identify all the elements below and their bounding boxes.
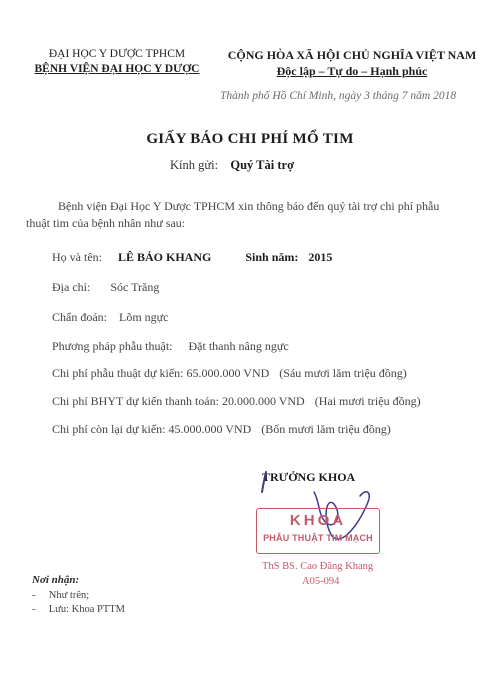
greeting-label: Kính gửi: xyxy=(170,158,219,172)
date-prefix: Thành phố Hồ Chí Minh, ngày xyxy=(220,90,362,102)
bullet-dash: - xyxy=(32,590,36,601)
diagnosis-row xyxy=(52,310,169,325)
date-month: 7 xyxy=(401,90,408,102)
issue-date xyxy=(220,90,456,102)
remaining-cost-words: (Bốn mươi lăm triệu đồng) xyxy=(261,422,391,436)
address-row xyxy=(52,280,159,295)
remaining-cost: Chi phí còn lại dự kiến: 45.000.000 VND xyxy=(52,422,252,436)
signer-name: ThS BS. Cao Đăng Khang xyxy=(262,561,374,572)
hospital-name: BỆNH VIỆN ĐẠI HỌC Y DƯỢC xyxy=(34,63,200,75)
recipient-text: Như trên; xyxy=(48,590,90,601)
surgery-cost-words: (Sáu mươi lăm triệu đồng) xyxy=(279,366,407,380)
method-label: Phương pháp phẫu thuật: xyxy=(52,339,173,353)
patient-name-row xyxy=(52,250,332,265)
signer-code: A05-094 xyxy=(302,576,340,587)
department-stamp xyxy=(256,508,380,554)
hospital-header xyxy=(22,47,212,77)
national-header xyxy=(218,47,486,79)
greeting-recipient: Quý Tài trợ xyxy=(230,158,295,172)
recipient-text: Lưu: Khoa PTTM xyxy=(48,604,126,615)
surgery-cost: Chi phí phẫu thuật dự kiến: 65.000.000 VND xyxy=(52,366,270,380)
recipient-item xyxy=(32,590,89,601)
recipient-item xyxy=(32,604,125,615)
bullet-dash: - xyxy=(32,604,36,615)
dean-title: TRƯỞNG KHOA xyxy=(262,470,356,484)
greeting xyxy=(170,158,294,173)
document-title: GIẤY BÁO CHI PHÍ MỔ TIM xyxy=(146,131,354,147)
insurance-cost-words: (Hai mươi triệu đồng) xyxy=(314,394,421,408)
insurance-cost-row xyxy=(52,394,421,409)
method-value: Đặt thanh nâng ngực xyxy=(188,339,289,353)
date-month-label: tháng xyxy=(372,90,399,102)
intro-line-2: thuật tim của bệnh nhân như sau: xyxy=(26,216,186,230)
patient-name: LÊ BẢO KHANG xyxy=(118,250,212,264)
address-value: Sóc Trăng xyxy=(110,280,160,294)
stamp-line-2: PHẪU THUẬT TIM MẠCH xyxy=(263,533,373,543)
date-year: năm 2018 xyxy=(410,90,457,102)
university-name: ĐẠI HỌC Y DƯỢC TPHCM xyxy=(48,48,186,60)
birth-year: 2015 xyxy=(308,250,333,264)
stamp-line-1: KHOA xyxy=(289,512,347,529)
diagnosis-value: Lõm ngực xyxy=(119,310,169,324)
national-motto: Độc lập – Tự do – Hạnh phúc xyxy=(276,64,428,78)
insurance-cost: Chi phí BHYT dự kiến thanh toán: 20.000.000 VND xyxy=(52,394,305,408)
address-label: Địa chỉ: xyxy=(52,280,91,294)
method-row xyxy=(52,339,289,354)
recipients-title: Nơi nhận: xyxy=(32,574,80,586)
intro-line-1: Bệnh viện Đại Học Y Dược TPHCM xin thông báo đến quý tài trợ chi phí phẫu xyxy=(58,199,440,213)
remaining-cost-row xyxy=(52,422,391,437)
country-name: CỘNG HÒA XÃ HỘI CHỦ NGHĨA VIỆT NAM xyxy=(227,48,477,62)
patient-name-label: Họ và tên: xyxy=(52,250,102,264)
birth-year-label: Sinh năm: xyxy=(245,250,299,264)
surgery-cost-row xyxy=(52,366,407,381)
date-day: 3 xyxy=(364,90,370,102)
diagnosis-label: Chẩn đoán: xyxy=(52,310,107,324)
